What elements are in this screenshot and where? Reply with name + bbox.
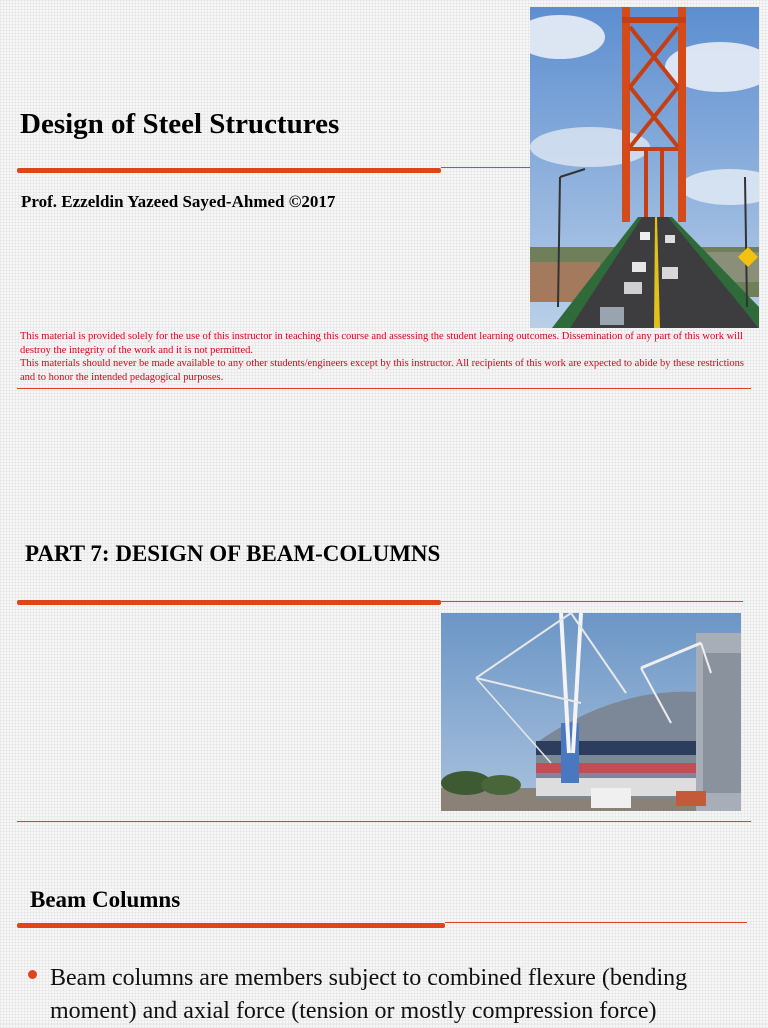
- bullet-text: Beam columns are members subject to combined flexure (bending moment) and axial force (tension or mostly compression force): [50, 965, 688, 1024]
- title-underline-thin: [441, 167, 531, 168]
- copyright-notice: [20, 330, 752, 384]
- slide2-bottom-rule: [17, 821, 751, 822]
- slide1-bottom-rule: [17, 388, 751, 389]
- notice-paragraph-2: This materials should never be made available to any other students/engineers except by this instructor. All recipients of this work are expected to abide by these restrictions and to honor the intended pedagogical purposes.: [20, 358, 744, 383]
- stadium-photo: [441, 613, 741, 811]
- notice-paragraph-1: This material is provided solely for the use of this instructor in teaching this course and assessing the student learning outcomes. Dissemination of any part of this work will destroy the integrity of the work and it is not permitted.: [20, 331, 743, 356]
- part-title-underline-thin: [441, 601, 743, 602]
- title-underline: [17, 168, 441, 173]
- section-title: Beam Columns: [30, 887, 181, 912]
- page-title: Design of Steel Structures: [20, 108, 340, 140]
- section-title-underline-thin: [445, 922, 747, 923]
- part-title: PART 7: DESIGN OF BEAM-COLUMNS: [25, 541, 441, 566]
- bridge-photo: [530, 7, 759, 328]
- author-line: Prof. Ezzeldin Yazeed Sayed-Ahmed ©2017: [21, 192, 336, 211]
- section-title-underline: [17, 923, 445, 928]
- part-title-underline: [17, 600, 441, 605]
- bullet-icon: [28, 970, 37, 979]
